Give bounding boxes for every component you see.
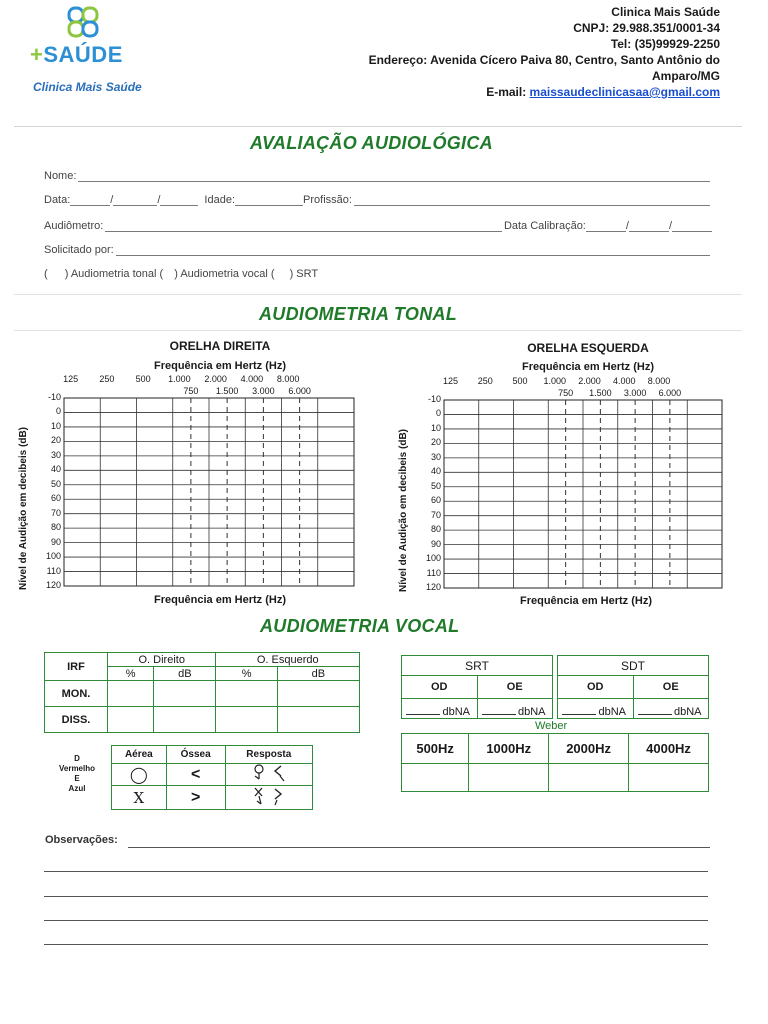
mon-od-db-cell[interactable] (154, 681, 216, 707)
left-ear-freq-label: 500 (512, 376, 528, 386)
left-ear-db-label: 120 (425, 582, 441, 592)
observacoes-line-1[interactable] (128, 847, 710, 848)
calibracao-label: Data Calibração: (503, 220, 586, 232)
legend-resposta: Resposta (225, 746, 312, 764)
clinic-phone: Tel: (35)99929-2250 (610, 37, 720, 51)
mon-oe-pct-cell[interactable] (216, 681, 277, 707)
left-ear-half-freq-label: 1.500 (589, 388, 612, 398)
right-ear-freq-label: 250 (99, 374, 115, 384)
legend-vermelho: Vermelho (58, 764, 95, 773)
weber-label: Weber (535, 720, 568, 732)
oe-pct-header: % (216, 667, 277, 681)
mon-oe-db-cell[interactable] (277, 681, 359, 707)
left-ear-db-label: 110 (426, 567, 441, 578)
right-ear-db-label: 0 (55, 406, 61, 417)
exam-type-options (44, 268, 318, 280)
data-row (44, 194, 712, 206)
option-tonal: ) Audiometria tonal ( (64, 268, 164, 280)
calibracao-slash-2: / (668, 220, 672, 232)
clinic-subtitle: Clinica Mais Saúde (33, 80, 142, 94)
right-ear-db-label: 30 (50, 449, 61, 460)
right-ear-db-label: -10 (47, 392, 61, 402)
legend-ear-key (52, 754, 102, 794)
left-ear-freq-bottom: Frequência em Hertz (Hz) (519, 595, 653, 607)
observacoes-label: Observações: (45, 834, 118, 846)
solicitado-row (44, 244, 712, 256)
right-ear-db-label: 20 (50, 435, 61, 446)
sdt-od-cell[interactable] (558, 698, 634, 718)
audiometro-field[interactable] (105, 221, 502, 232)
nome-label: Nome: (44, 170, 77, 182)
left-ear-freq-label: 1.000 (543, 376, 566, 386)
logo-plus: + (30, 42, 44, 67)
weber-500-cell[interactable] (402, 764, 469, 792)
tonal-title: AUDIOMETRIA TONAL (259, 304, 458, 324)
left-ear-freq-label: 8.000 (647, 376, 671, 386)
right-ear-db-label: 60 (50, 493, 61, 504)
less-than-symbol: < (166, 764, 225, 786)
mon-label: MON. (45, 681, 108, 707)
weber-1000: 1000Hz (469, 734, 549, 764)
calibracao-month-field[interactable] (629, 221, 669, 232)
left-ear-db-label: 70 (430, 509, 441, 520)
calibracao-year-field[interactable] (672, 221, 712, 232)
legend-azul: Azul (68, 784, 86, 793)
audiometro-row (44, 220, 712, 232)
sdt-od-unit: dbNA (598, 706, 627, 718)
left-ear-db-label: 80 (430, 524, 441, 535)
data-year-field[interactable] (160, 195, 198, 206)
o-esquerdo-header: O. Esquerdo (216, 653, 360, 667)
x-symbol: X (112, 786, 167, 810)
vocal-title: AUDIOMETRIA VOCAL (260, 616, 460, 636)
srt-od-header: OD (402, 676, 478, 698)
greater-than-symbol: > (166, 786, 225, 810)
sdt-oe-unit: dbNA (673, 706, 702, 718)
right-ear-half-freq-label: 6.000 (288, 386, 311, 396)
logo-knot-icon (63, 4, 103, 44)
left-ear-db-label: 0 (435, 408, 441, 419)
clinic-cnpj: CNPJ: 29.988.351/0001-34 (573, 21, 720, 35)
srt-header: SRT (402, 656, 553, 676)
left-ear-db-label: 10 (430, 422, 441, 433)
left-ear-db-label: 40 (430, 466, 441, 477)
right-ear-audiogram (12, 374, 362, 604)
left-ear-db-label: 30 (430, 451, 441, 462)
left-ear-half-freq-label: 3.000 (623, 388, 647, 398)
weber-1000-cell[interactable] (469, 764, 549, 792)
oe-db-header: dB (277, 667, 359, 681)
mon-od-pct-cell[interactable] (108, 681, 154, 707)
sdt-table (557, 655, 709, 719)
weber-2000: 2000Hz (549, 734, 629, 764)
right-ear-freq-label: 2.000 (204, 374, 227, 384)
left-no-response-symbols-icon (225, 786, 312, 810)
right-ear-title: ORELHA DIREITA (169, 339, 271, 353)
idade-label: Idade: (204, 194, 236, 206)
right-ear-db-label: 120 (45, 580, 61, 590)
left-ear-freq-title: Frequência em Hertz (Hz) (521, 361, 655, 373)
data-month-field[interactable] (113, 195, 157, 206)
right-ear-half-freq-label: 1.500 (215, 386, 239, 396)
srt-oe-unit: dbNA (517, 706, 546, 718)
nome-field[interactable] (78, 171, 710, 182)
symbol-legend-table (111, 745, 313, 810)
calibracao-day-field[interactable] (586, 221, 626, 232)
option-open-paren: ( (44, 268, 48, 280)
audiometro-label: Audiômetro: (44, 220, 104, 232)
right-ear-freq-label: 4.000 (240, 374, 264, 384)
idade-field[interactable] (235, 195, 303, 206)
srt-od-cell[interactable] (402, 698, 478, 718)
right-ear-db-label: 100 (45, 551, 61, 562)
calibracao-slash-1: / (625, 220, 629, 232)
solicitado-label: Solicitado por: (44, 244, 114, 256)
right-ear-y-axis-title: Nível de Audição em decibeis (dB) (18, 426, 29, 590)
weber-500: 500Hz (402, 734, 469, 764)
left-ear-db-label: -10 (427, 394, 441, 404)
sdt-od-header: OD (558, 676, 634, 698)
email-link[interactable]: maissaudeclinicasaa@gmail.com (529, 85, 720, 99)
legend-e: E (74, 774, 80, 783)
srt-oe-cell[interactable] (477, 698, 553, 718)
data-slash-1: / (110, 194, 114, 206)
diss-oe-pct-cell[interactable] (216, 707, 277, 733)
page-title: AVALIAÇÃO AUDIOLÓGICA (250, 133, 493, 153)
right-ear-freq-label: 1.000 (168, 374, 191, 384)
right-ear-db-label: 10 (50, 420, 61, 431)
data-day-field[interactable] (70, 195, 110, 206)
circle-symbol-icon: ◯ (112, 764, 167, 786)
right-ear-db-label: 110 (46, 565, 61, 576)
left-ear-freq-label: 2.000 (578, 376, 601, 386)
right-ear-db-label: 90 (50, 536, 61, 547)
right-ear-freq-label: 500 (135, 374, 151, 384)
data-label: Data: (44, 194, 71, 206)
right-ear-db-label: 80 (50, 522, 61, 533)
profissao-label: Profissão: (303, 194, 352, 206)
logo-word: SAÚDE (43, 42, 123, 67)
right-ear-db-label: 40 (50, 464, 61, 475)
clinic-name: Clinica Mais Saúde (611, 5, 720, 19)
profissao-field[interactable] (354, 195, 710, 206)
section-divider (14, 294, 742, 295)
right-ear-grid (12, 374, 362, 604)
legend-ossea: Óssea (166, 746, 225, 764)
sdt-header: SDT (558, 656, 709, 676)
srt-od-unit: dbNA (442, 706, 471, 718)
irf-table (44, 652, 360, 733)
left-ear-db-label: 60 (430, 495, 441, 506)
clinic-logo (30, 4, 140, 68)
right-ear-freq-label: 125 (63, 374, 79, 384)
nome-row (44, 170, 712, 182)
option-vocal: ) Audiometria vocal ( (174, 268, 275, 280)
legend-aerea: Aérea (112, 746, 167, 764)
left-ear-audiogram (392, 376, 732, 606)
right-ear-db-label: 50 (50, 478, 61, 489)
legend-d: D (74, 754, 80, 763)
observacoes-line-3[interactable] (44, 896, 708, 897)
left-ear-title: ORELHA ESQUERDA (527, 341, 649, 355)
weber-2000-cell[interactable] (549, 764, 629, 792)
observacoes-line-2[interactable] (44, 871, 708, 872)
sdt-oe-cell[interactable] (633, 698, 709, 718)
right-no-response-symbols-icon (225, 764, 312, 786)
tonal-divider (14, 330, 742, 331)
observacoes-line-5[interactable] (44, 944, 708, 945)
right-ear-half-freq-label: 3.000 (252, 386, 275, 396)
right-ear-freq-label: 8.000 (276, 374, 300, 384)
right-ear-freq-title: Frequência em Hertz (Hz) (153, 360, 287, 372)
weber-4000: 4000Hz (629, 734, 709, 764)
left-ear-freq-label: 125 (442, 376, 458, 386)
od-pct-header: % (108, 667, 154, 681)
left-ear-half-freq-label: 750 (558, 388, 574, 398)
o-direito-header: O. Direito (108, 653, 216, 667)
diss-od-pct-cell[interactable] (108, 707, 154, 733)
od-db-header: dB (154, 667, 216, 681)
header-divider (14, 126, 742, 127)
left-ear-db-label: 50 (430, 480, 441, 491)
left-ear-db-label: 90 (430, 538, 441, 549)
left-ear-db-label: 20 (430, 437, 441, 448)
diss-label: DISS. (45, 707, 108, 733)
sdt-oe-header: OE (633, 676, 709, 698)
left-ear-y-axis-title: Nível de Audição em decibeis (dB) (398, 428, 409, 592)
clinic-contact-block (300, 4, 720, 100)
srt-table (401, 655, 553, 719)
left-ear-grid (392, 376, 732, 606)
solicitado-field[interactable] (116, 245, 710, 256)
diss-od-db-cell[interactable] (154, 707, 216, 733)
srt-oe-header: OE (477, 676, 553, 698)
option-srt: ) SRT (289, 268, 319, 280)
data-slash-2: / (157, 194, 161, 206)
clinic-address-1: Endereço: Avenida Cícero Paiva 80, Centro, Santo Antônio do (368, 53, 720, 67)
irf-label: IRF (45, 653, 108, 681)
email-label: E-mail: (486, 85, 530, 99)
clinic-address-2: Amparo/MG (651, 69, 720, 83)
right-ear-half-freq-label: 750 (183, 386, 199, 396)
weber-table (401, 733, 709, 792)
diss-oe-db-cell[interactable] (277, 707, 359, 733)
left-ear-freq-label: 4.000 (612, 376, 636, 386)
left-ear-half-freq-label: 6.000 (658, 388, 682, 398)
right-ear-db-label: 70 (50, 507, 61, 518)
right-ear-freq-bottom: Frequência em Hertz (Hz) (153, 594, 287, 606)
weber-4000-cell[interactable] (629, 764, 709, 792)
observacoes-line-4[interactable] (44, 920, 708, 921)
left-ear-freq-label: 250 (477, 376, 493, 386)
left-ear-db-label: 100 (425, 553, 441, 564)
